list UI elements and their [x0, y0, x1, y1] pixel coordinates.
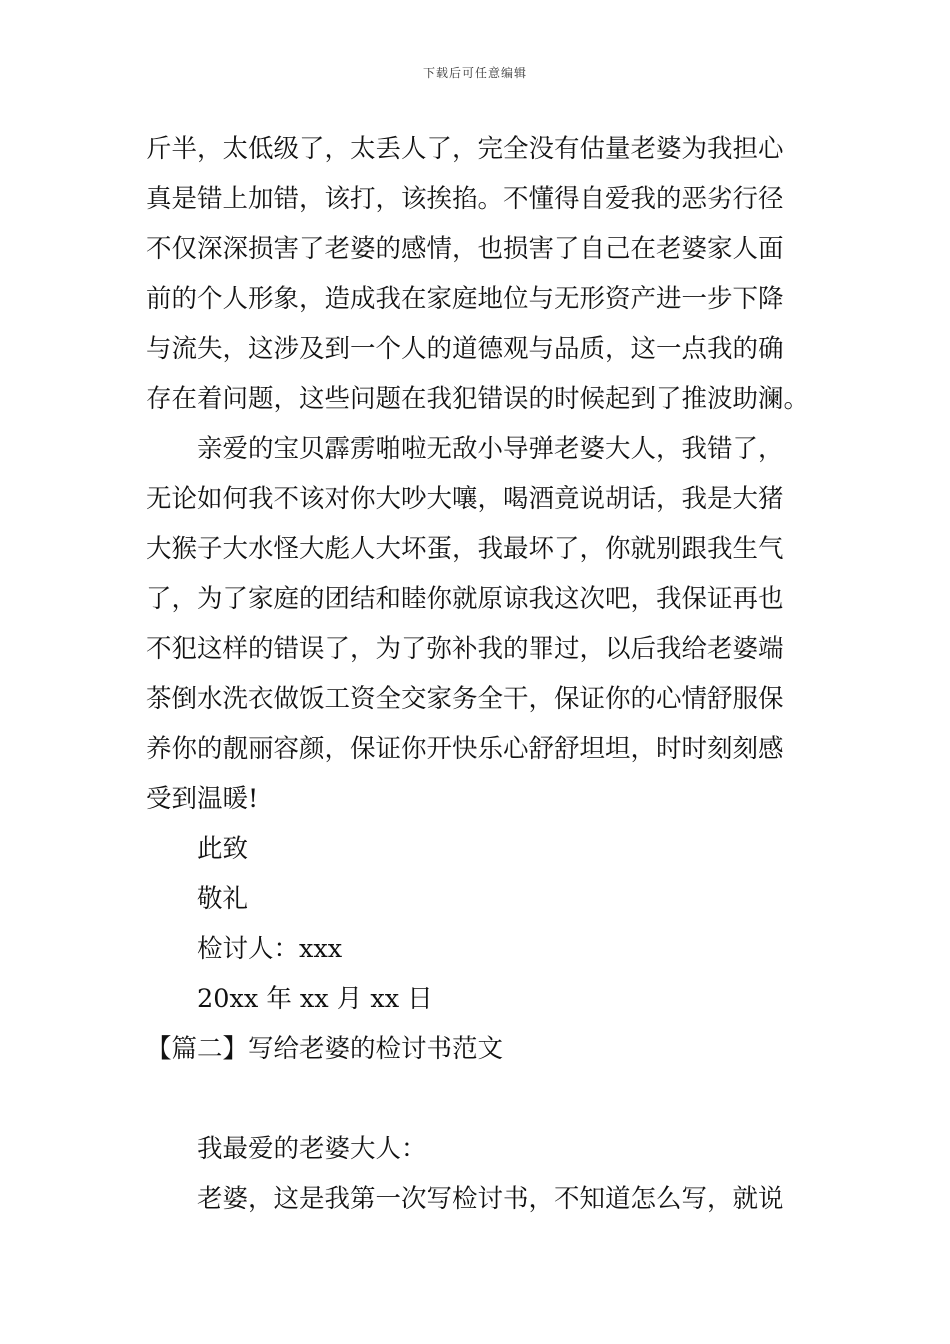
- body-line: 大猴子大水怪大彪人大坏蛋，我最坏了，你就别跟我生气: [146, 534, 784, 564]
- body-line: 真是错上加错，该打，该挨掐。不懂得自爱我的恶劣行径: [146, 184, 784, 214]
- body-line: 了，为了家庭的团结和睦你就原谅我这次吧，我保证再也: [146, 584, 784, 614]
- body-line: 斤半，太低级了，太丢人了，完全没有估量老婆为我担心: [146, 134, 784, 164]
- body-line: 不仅深深损害了老婆的感情，也损害了自己在老婆家人面: [146, 234, 784, 264]
- body-line: 养你的靓丽容颜，保证你开快乐心舒舒坦坦，时时刻刻感: [146, 734, 784, 764]
- signature-line: 检讨人：xxx: [197, 934, 343, 964]
- page-header: 下载后可任意编辑: [422, 66, 527, 80]
- closing-regards: 敬礼: [197, 884, 249, 914]
- body-line: 茶倒水洗衣做饭工资全交家务全干，保证你的心情舒服保: [146, 684, 784, 714]
- body-line: 前的个人形象，造成我在家庭地位与无形资产进一步下降: [146, 284, 784, 314]
- body-line: 无论如何我不该对你大吵大嚷，喝酒竟说胡话，我是大猪: [146, 484, 784, 514]
- body-line: 存在着问题，这些问题在我犯错误的时候起到了推波助澜。: [146, 384, 810, 414]
- greeting-line: 我最爱的老婆大人：: [197, 1134, 427, 1164]
- body-line: 与流失，这涉及到一个人的道德观与品质，这一点我的确: [146, 334, 784, 364]
- blank-line: [146, 1074, 806, 1124]
- closing-salutation: 此致: [197, 834, 249, 864]
- date-line: 20xx 年 xx 月 xx 日: [197, 984, 433, 1014]
- paragraph-start-line: 老婆，这是我第一次写检讨书，不知道怎么写，就说: [197, 1184, 784, 1214]
- body-line: 受到温暖!: [146, 784, 259, 814]
- document-body: [146, 124, 810, 1224]
- body-line: 不犯这样的错误了，为了弥补我的罪过，以后我给老婆端: [146, 634, 784, 664]
- paragraph-start-line: 亲爱的宝贝霹雳啪啦无敌小导弹老婆大人，我错了，: [197, 434, 784, 464]
- section-heading: 【篇二】写给老婆的检讨书范文: [146, 1034, 504, 1064]
